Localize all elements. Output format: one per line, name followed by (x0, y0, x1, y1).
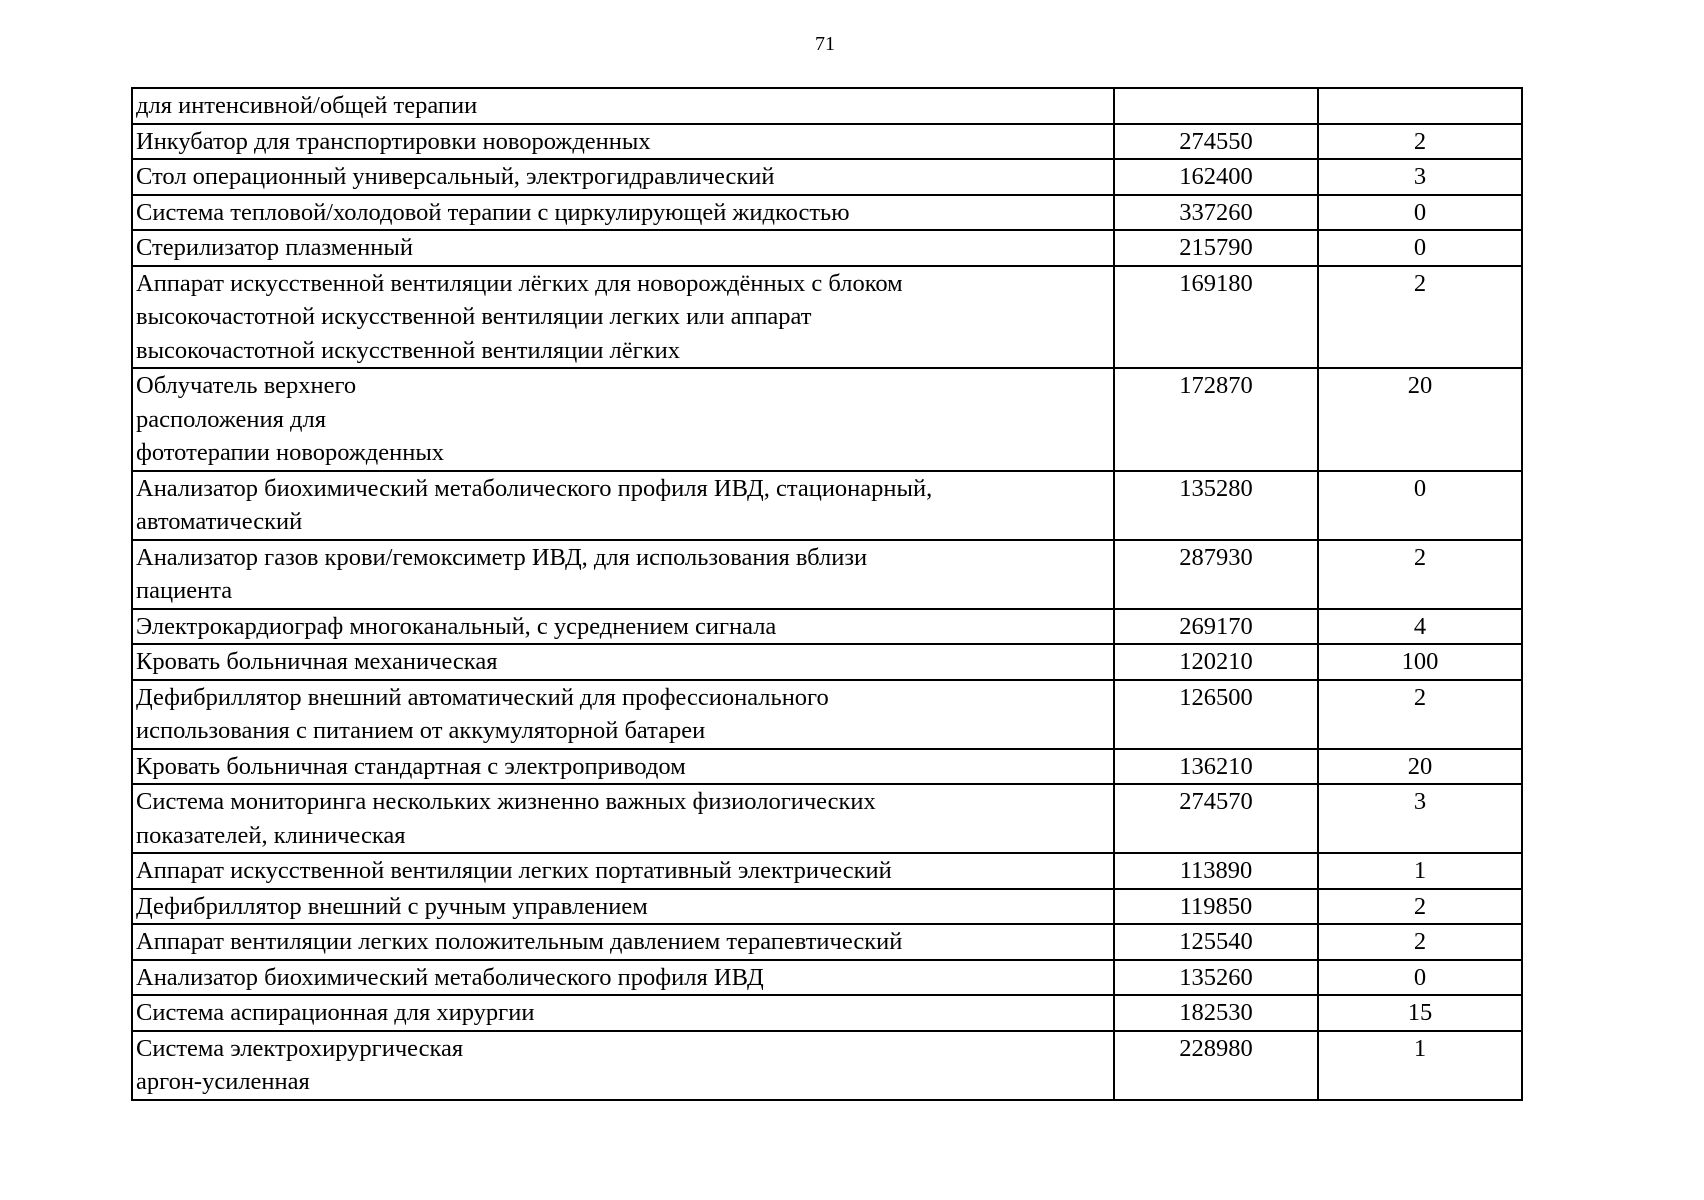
equipment-name-cell: Система мониторинга нескольких жизненно важных физиологических показателей, клиническая (132, 784, 1114, 853)
table-row (132, 924, 1522, 960)
code-cell: 126500 (1114, 680, 1318, 749)
equipment-name-cell: Система электрохирургическая аргон-усиленная (132, 1031, 1114, 1100)
table-row (132, 88, 1522, 124)
table-row (132, 266, 1522, 369)
code-cell: 274570 (1114, 784, 1318, 853)
quantity-cell: 1 (1318, 853, 1522, 889)
code-cell: 135260 (1114, 960, 1318, 996)
quantity-cell: 20 (1318, 749, 1522, 785)
table-row (132, 644, 1522, 680)
code-cell: 172870 (1114, 368, 1318, 471)
quantity-cell: 0 (1318, 960, 1522, 996)
code-cell: 135280 (1114, 471, 1318, 540)
quantity-cell (1318, 88, 1522, 124)
equipment-name-cell: Анализатор газов крови/гемоксиметр ИВД, для использования вблизи пациента (132, 540, 1114, 609)
equipment-name-cell: Облучатель верхнего расположения для фототерапии новорожденных (132, 368, 1114, 471)
equipment-name-cell: Стерилизатор плазменный (132, 230, 1114, 266)
equipment-name-cell: Стол операционный универсальный, электрогидравлический (132, 159, 1114, 195)
code-cell: 182530 (1114, 995, 1318, 1031)
code-cell (1114, 88, 1318, 124)
table-row (132, 159, 1522, 195)
table-row (132, 124, 1522, 160)
table-row (132, 680, 1522, 749)
code-cell: 274550 (1114, 124, 1318, 160)
quantity-cell: 3 (1318, 159, 1522, 195)
quantity-cell: 3 (1318, 784, 1522, 853)
quantity-cell: 2 (1318, 889, 1522, 925)
table-row (132, 471, 1522, 540)
code-cell: 169180 (1114, 266, 1318, 369)
table-row (132, 368, 1522, 471)
equipment-name-cell: для интенсивной/общей терапии (132, 88, 1114, 124)
table-row (132, 995, 1522, 1031)
table-row (132, 540, 1522, 609)
equipment-name-cell: Анализатор биохимический метаболического профиля ИВД (132, 960, 1114, 996)
code-cell: 228980 (1114, 1031, 1318, 1100)
table-row (132, 853, 1522, 889)
table-row (132, 960, 1522, 996)
code-cell: 119850 (1114, 889, 1318, 925)
equipment-name-cell: Анализатор биохимический метаболического профиля ИВД, стационарный, автоматический (132, 471, 1114, 540)
code-cell: 287930 (1114, 540, 1318, 609)
quantity-cell: 0 (1318, 471, 1522, 540)
code-cell: 162400 (1114, 159, 1318, 195)
equipment-name-cell: Система аспирационная для хирургии (132, 995, 1114, 1031)
equipment-name-cell: Дефибриллятор внешний автоматический для профессионального использования с питанием от аккумуляторной батареи (132, 680, 1114, 749)
equipment-name-cell: Кровать больничная стандартная с электроприводом (132, 749, 1114, 785)
table-row (132, 749, 1522, 785)
code-cell: 215790 (1114, 230, 1318, 266)
page-number: 71 (815, 33, 835, 55)
quantity-cell: 0 (1318, 195, 1522, 231)
equipment-table (131, 87, 1523, 1101)
table-row (132, 609, 1522, 645)
table-row (132, 230, 1522, 266)
code-cell: 120210 (1114, 644, 1318, 680)
equipment-name-cell: Аппарат искусственной вентиляции легких портативный электрический (132, 853, 1114, 889)
quantity-cell: 2 (1318, 124, 1522, 160)
equipment-name-cell: Электрокардиограф многоканальный, с усреднением сигнала (132, 609, 1114, 645)
code-cell: 125540 (1114, 924, 1318, 960)
quantity-cell: 1 (1318, 1031, 1522, 1100)
code-cell: 113890 (1114, 853, 1318, 889)
quantity-cell: 20 (1318, 368, 1522, 471)
code-cell: 269170 (1114, 609, 1318, 645)
equipment-name-cell: Инкубатор для транспортировки новорожденных (132, 124, 1114, 160)
equipment-name-cell: Аппарат вентиляции легких положительным давлением терапевтический (132, 924, 1114, 960)
table-row (132, 195, 1522, 231)
quantity-cell: 2 (1318, 540, 1522, 609)
quantity-cell: 0 (1318, 230, 1522, 266)
equipment-name-cell: Дефибриллятор внешний с ручным управлением (132, 889, 1114, 925)
code-cell: 136210 (1114, 749, 1318, 785)
equipment-name-cell: Система тепловой/холодовой терапии с циркулирующей жидкостью (132, 195, 1114, 231)
equipment-name-cell: Аппарат искусственной вентиляции лёгких для новорождённых с блоком высокочастотной искусственной вентиляции легких или аппарат высокочастотной искусственной вентиляции лёгких (132, 266, 1114, 369)
table-row (132, 889, 1522, 925)
code-cell: 337260 (1114, 195, 1318, 231)
quantity-cell: 2 (1318, 266, 1522, 369)
quantity-cell: 15 (1318, 995, 1522, 1031)
table-row (132, 1031, 1522, 1100)
quantity-cell: 2 (1318, 924, 1522, 960)
quantity-cell: 2 (1318, 680, 1522, 749)
quantity-cell: 4 (1318, 609, 1522, 645)
table-row (132, 784, 1522, 853)
quantity-cell: 100 (1318, 644, 1522, 680)
equipment-name-cell: Кровать больничная механическая (132, 644, 1114, 680)
